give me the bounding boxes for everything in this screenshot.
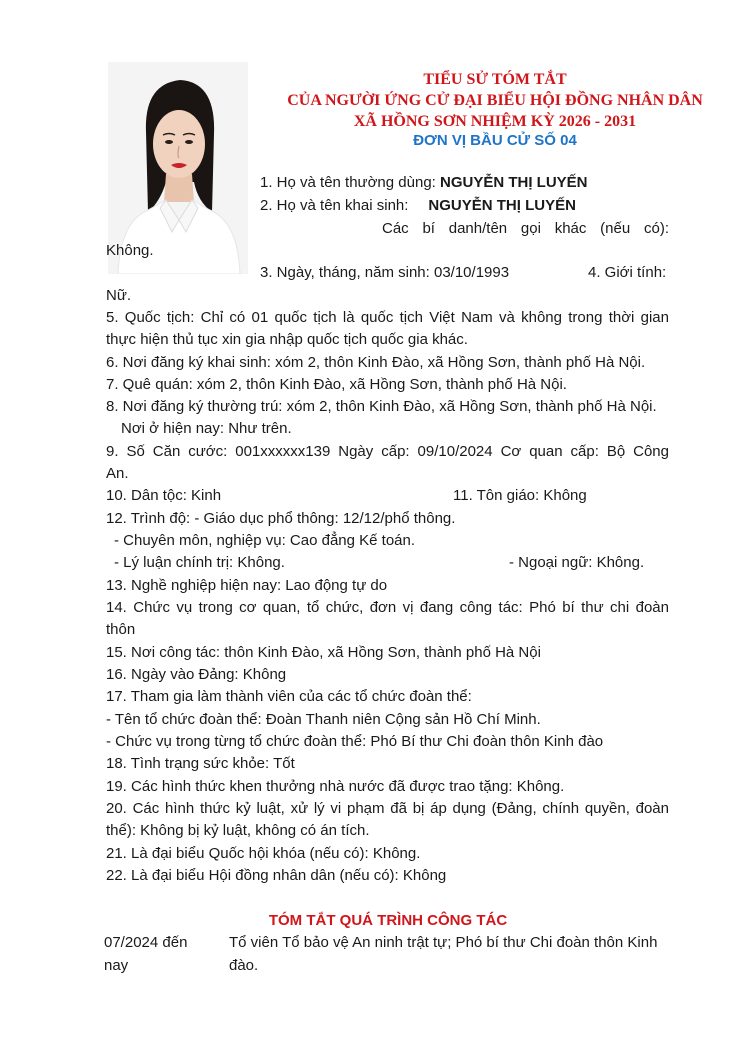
field-party-join-date: 16. Ngày vào Đảng: Không (106, 666, 287, 683)
field-nationality-cont: thực hiện thủ tục xin gia nhập quốc tịch quốc gia khác. (106, 331, 468, 348)
work-period: 07/2024 đến (104, 934, 188, 951)
field-value: NGUYỄN THỊ LUYẾN (428, 197, 576, 214)
field-ethnicity: 10. Dân tộc: Kinh (106, 487, 222, 504)
field-birth-name (260, 196, 576, 216)
field-value: NGUYỄN THỊ LUYẾN (440, 174, 588, 191)
field-organizations: 17. Tham gia làm thành viên của các tổ chức đoàn thể: (106, 688, 472, 705)
field-hometown: 7. Quê quán: xóm 2, thôn Kinh Đào, xã Hồng Sơn, thành phố Hà Nội. (106, 376, 567, 393)
field-label: 2. Họ và tên khai sinh: (260, 197, 409, 214)
field-current-residence: Nơi ở hiện nay: Như trên. (121, 420, 292, 437)
field-foreign-language: - Ngoại ngữ: Không. (509, 554, 645, 571)
field-permanent-residence: 8. Nơi đăng ký thường trú: xóm 2, thôn Kinh Đào, xã Hồng Sơn, thành phố Hà Nội. (106, 398, 657, 415)
field-national-assembly: 21. Là đại biểu Quốc hội khóa (nếu có): Không. (106, 845, 421, 862)
field-peoples-council: 22. Là đại biểu Hội đồng nhân dân (nếu có): Không (106, 867, 447, 884)
field-id-card: 9. Số Căn cước: 001xxxxxx139 Ngày cấp: 09/10/2024 Cơ quan cấp: Bộ Công (106, 443, 669, 460)
field-health: 18. Tình trạng sức khỏe: Tốt (106, 755, 295, 772)
field-religion: 11. Tôn giáo: Không (453, 487, 587, 504)
field-occupation: 13. Nghề nghiệp hiện nay: Lao động tự do (106, 577, 388, 594)
field-nationality: 5. Quốc tịch: Chỉ có 01 quốc tịch là quốc tịch Việt Nam và không trong thời gian (106, 309, 669, 326)
field-org-position: - Chức vụ trong từng tổ chức đoàn thể: Phó Bí thư Chi đoàn thôn Kinh đào (106, 733, 604, 750)
work-history-title: TÓM TẮT QUÁ TRÌNH CÔNG TÁC (268, 912, 508, 929)
field-gender-value: Nữ. (106, 287, 132, 304)
field-political-theory: - Lý luận chính trị: Không. (114, 554, 285, 571)
field-position: 14. Chức vụ trong cơ quan, tổ chức, đơn vị đang công tác: Phó bí thư chi đoàn (106, 599, 669, 616)
field-label: 1. Họ và tên thường dùng: (260, 174, 440, 191)
field-birthdate: 3. Ngày, tháng, năm sinh: 03/10/1993 (260, 264, 510, 281)
field-awards: 19. Các hình thức khen thưởng nhà nước đã được trao tặng: Không. (106, 778, 565, 795)
field-common-name (260, 173, 588, 193)
field-education: 12. Trình độ: - Giáo dục phổ thông: 12/12/phổ thông. (106, 510, 456, 527)
election-unit: ĐƠN VỊ BẦU CỬ SỐ 04 (413, 132, 577, 149)
doc-subtitle: CỦA NGƯỜI ỨNG CỬ ĐẠI BIỂU HỘI ĐỒNG NHÂN DÂN (287, 92, 703, 109)
field-specialty: - Chuyên môn, nghiệp vụ: Cao đẳng Kế toán. (114, 532, 416, 549)
field-org-name: - Tên tổ chức đoàn thể: Đoàn Thanh niên Cộng sản Hồ Chí Minh. (106, 711, 541, 728)
field-workplace: 15. Nơi công tác: thôn Kinh Đào, xã Hồng Sơn, thành phố Hà Nội (106, 644, 541, 661)
field-discipline: 20. Các hình thức kỷ luật, xử lý vi phạm đã bị áp dụng (Đảng, chính quyền, đoàn (106, 800, 669, 817)
field-position-cont: thôn (106, 621, 136, 638)
field-gender-label: 4. Giới tính: (588, 264, 667, 281)
field-alias-value: Không. (106, 242, 154, 259)
work-description-cont: đào. (229, 957, 259, 974)
field-birth-registration: 6. Nơi đăng ký khai sinh: xóm 2, thôn Kinh Đào, xã Hồng Sơn, thành phố Hà Nội. (106, 354, 646, 371)
work-period-cont: nay (104, 957, 129, 974)
field-discipline-cont: thể): Không bị kỷ luật, không có án tích. (106, 822, 370, 839)
doc-title: TIỂU SỬ TÓM TẮT (423, 71, 567, 88)
doc-term: XÃ HỒNG SƠN NHIỆM KỲ 2026 - 2031 (353, 113, 637, 130)
work-description: Tổ viên Tổ bảo vệ An ninh trật tự; Phó bí thư Chi đoàn thôn Kinh (229, 934, 658, 951)
field-alias-label: Các bí danh/tên gọi khác (nếu có): (382, 220, 669, 237)
field-id-card-cont: An. (106, 465, 129, 482)
